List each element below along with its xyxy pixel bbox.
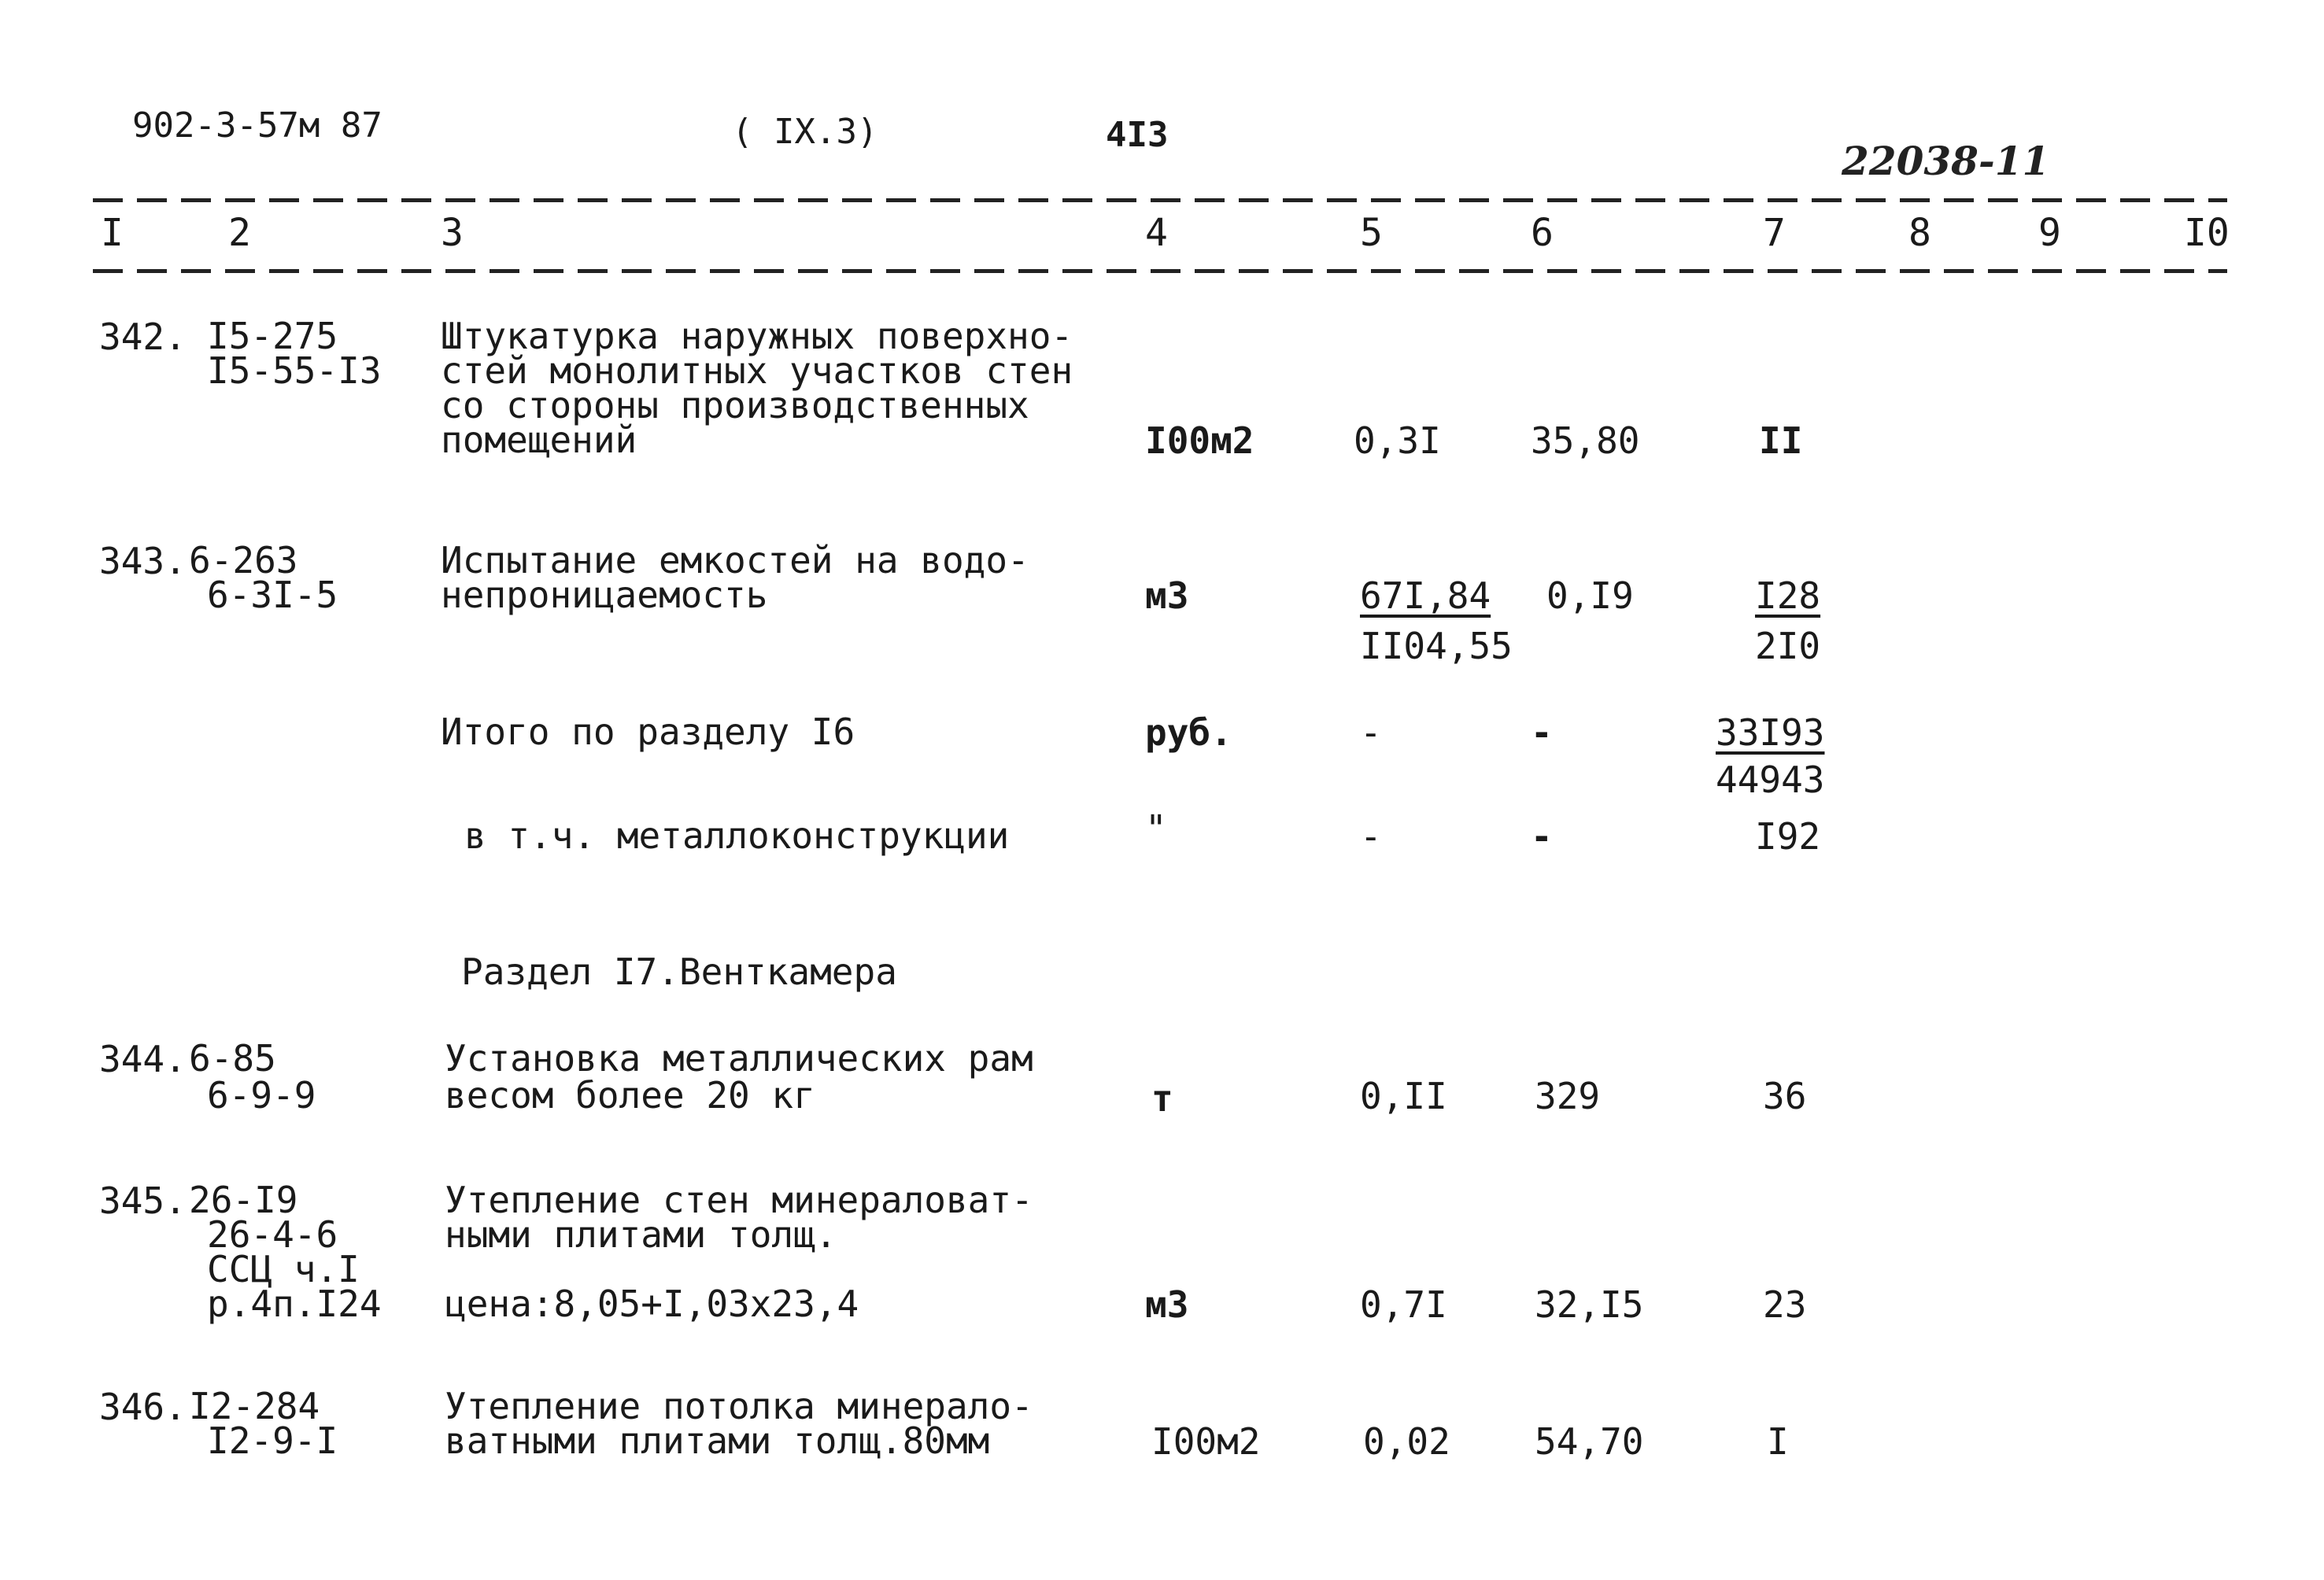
row-description: Утепление потолка минерало- [445, 1385, 1033, 1427]
column-header-9: 9 [2038, 211, 2061, 255]
subtotal-label: Итого по разделу I6 [441, 711, 855, 753]
row-total-secondary: 2I0 [1755, 625, 1821, 667]
subtotal-total-secondary: 44943 [1716, 759, 1825, 801]
subtotal-quantity: - [1360, 815, 1382, 858]
page-number: 4I3 [1106, 115, 1169, 155]
row-code: 26-4-6 [207, 1213, 338, 1256]
row-total: 36 [1763, 1075, 1807, 1117]
subtotal-price: - [1531, 815, 1553, 858]
row-description: весом более 20 кг [445, 1074, 815, 1117]
row-code: 6-3I-5 [207, 574, 338, 616]
row-number: 346. [99, 1386, 187, 1428]
row-code: I2-284 [189, 1385, 320, 1427]
row-quantity: 0,II [1360, 1075, 1447, 1117]
row-number: 344. [99, 1038, 187, 1080]
row-quantity: 0,02 [1363, 1420, 1450, 1463]
subtotal-total: I92 [1755, 815, 1821, 858]
row-formula: цена:8,05+I,03х23,4 [445, 1283, 859, 1325]
row-unit: т [1151, 1077, 1173, 1120]
row-description: ватными плитами толщ.80мм [445, 1419, 990, 1462]
row-code: 26-I9 [189, 1179, 298, 1221]
row-description: помещений [441, 419, 637, 461]
subtotal-unit: " [1145, 807, 1167, 850]
row-description: Штукатурка наружных поверхно- [441, 315, 1073, 357]
row-description: Испытание емкостей на водо- [441, 539, 1029, 581]
column-header-2: 2 [228, 211, 251, 255]
row-description: Утепление стен минераловат- [445, 1179, 1033, 1221]
row-description: ными плитами толщ. [445, 1213, 837, 1256]
section-title: Раздел I7.Венткамера [461, 951, 897, 993]
row-unit: I00м2 [1145, 419, 1254, 462]
document-code: 902-3-57м 87 [132, 105, 382, 146]
row-unit: I00м2 [1151, 1420, 1261, 1463]
row-quantity: 0,7I [1360, 1283, 1447, 1326]
row-price: 54,70 [1535, 1420, 1644, 1463]
column-header-5: 5 [1360, 211, 1383, 255]
subtotal-unit: руб. [1145, 711, 1232, 754]
subtotal-label: в т.ч. металлоконструкции [464, 814, 1010, 857]
row-quantity: 67I,84 [1360, 574, 1491, 617]
bottom-dashed-rule [93, 269, 2227, 273]
column-header-1: I [101, 211, 124, 255]
row-quantity: 0,3I [1354, 419, 1441, 462]
row-code: I5-275 [207, 315, 338, 357]
row-unit: м3 [1145, 1283, 1189, 1326]
handwritten-number: 22038-11 [1842, 138, 2050, 184]
row-total: I28 [1755, 574, 1821, 617]
row-description: со стороны производственных [441, 384, 1029, 426]
row-price: 329 [1535, 1075, 1601, 1117]
row-description: стей монолитных участков стен [441, 349, 1073, 392]
row-total: I [1767, 1420, 1789, 1463]
top-dashed-rule [93, 198, 2227, 202]
row-code: 6-9-9 [207, 1074, 316, 1117]
column-header-3: 3 [441, 211, 464, 255]
row-price: 35,80 [1531, 419, 1640, 462]
row-code: р.4п.I24 [207, 1283, 382, 1325]
section-reference: ( IX.3) [732, 112, 878, 152]
column-header-7: 7 [1763, 211, 1786, 255]
row-code: 6-85 [189, 1037, 276, 1080]
row-unit: м3 [1145, 574, 1189, 617]
row-code: I2-9-I [207, 1419, 338, 1462]
column-header-10: I0 [2184, 211, 2230, 255]
row-number: 342. [99, 316, 187, 358]
row-total: 23 [1763, 1283, 1807, 1326]
row-total: II [1759, 419, 1803, 462]
row-description: непроницаемость [441, 574, 768, 616]
row-price: 0,I9 [1546, 574, 1634, 617]
row-description: Установка металлических рам [445, 1037, 1033, 1080]
row-number: 343. [99, 540, 187, 582]
row-code: ССЦ ч.I [207, 1248, 360, 1290]
row-code: 6-263 [189, 539, 298, 581]
row-quantity-secondary: II04,55 [1360, 625, 1513, 667]
row-number: 345. [99, 1179, 187, 1222]
subtotal-quantity: - [1360, 711, 1382, 754]
subtotal-total: 33I93 [1716, 711, 1825, 754]
row-code: I5-55-I3 [207, 349, 382, 392]
column-header-6: 6 [1531, 211, 1554, 255]
row-price: 32,I5 [1535, 1283, 1644, 1326]
column-header-4: 4 [1145, 211, 1168, 255]
subtotal-price: - [1531, 711, 1553, 754]
column-header-8: 8 [1908, 211, 1931, 255]
